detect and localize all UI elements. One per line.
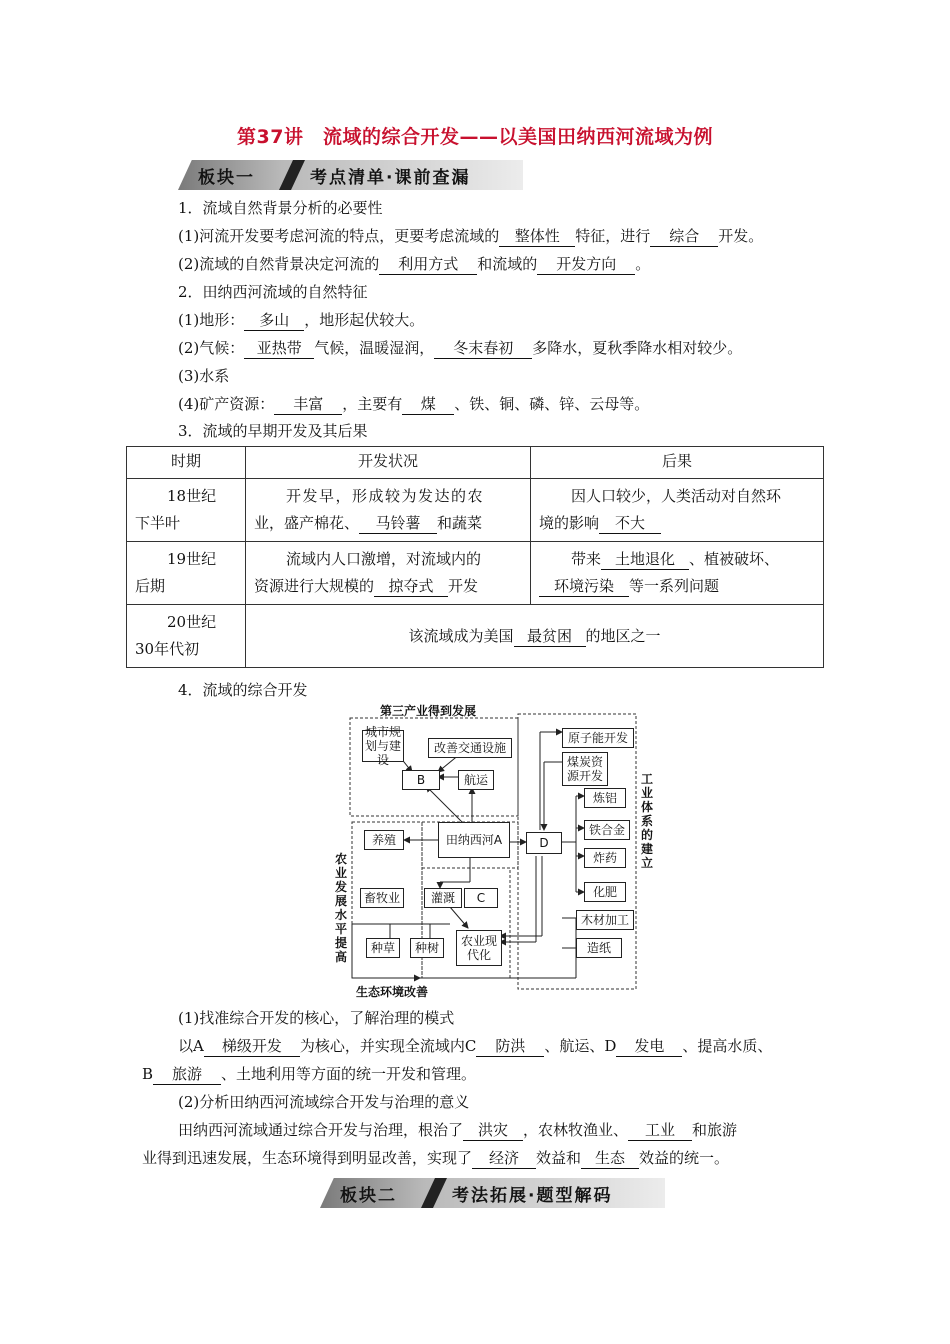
- banner-part2: 考法拓展·题型解码: [452, 1186, 613, 1206]
- s2-line3: (3)水系: [178, 367, 230, 385]
- text: 该流域成为美国: [408, 626, 514, 645]
- answer-blank: 最贫困: [514, 627, 586, 647]
- text: 开发早，形成较为发达的农: [286, 487, 485, 505]
- box-paper: 造纸: [576, 938, 622, 958]
- answer-blank: 梯级开发: [204, 1037, 300, 1057]
- text: 等一系列问题: [629, 577, 720, 595]
- answer-blank: 丰富: [274, 395, 342, 415]
- s4-para2: [178, 1035, 772, 1057]
- box-traffic: 改善交通设施: [428, 738, 512, 758]
- box-alloy: 铁合金: [584, 820, 630, 840]
- text: 田纳西河流域通过综合开发与治理，根治了: [178, 1121, 464, 1139]
- status-cell: [246, 479, 531, 542]
- text: 为核心，并实现全流域内C: [299, 1037, 477, 1055]
- s3-heading: 3．流域的早期开发及其后果: [178, 422, 368, 440]
- text: 特征，进行: [575, 227, 651, 245]
- box-c: C: [464, 888, 498, 908]
- s2-line1: [178, 309, 424, 331]
- box-al: 炼铝: [584, 788, 626, 808]
- text: 带来: [571, 550, 602, 568]
- header-cell: 后果: [531, 447, 824, 479]
- section-banner-1: [178, 160, 523, 190]
- text: 18世纪: [167, 487, 217, 505]
- page-title: 第37讲 流域的综合开发——以美国田纳西河流域为例: [237, 126, 713, 148]
- text: 、提高水质、: [682, 1037, 773, 1055]
- text: 境的影响: [539, 514, 600, 532]
- text: 业得到迅速发展，生态环境得到明显改善，实现了: [142, 1149, 473, 1167]
- answer-blank: 土地退化: [601, 550, 689, 570]
- text: 开发。: [718, 227, 764, 245]
- answer-blank: 开发方向: [537, 255, 635, 275]
- s4-para3: [142, 1063, 476, 1085]
- box-agri: 农业现代化: [456, 930, 502, 966]
- answer-blank: 整体性: [499, 227, 575, 247]
- left-label: 农业发展水平提高: [334, 852, 347, 964]
- result-cell: [531, 542, 824, 605]
- text: 、铁、铜、磷、锌、云母等。: [454, 395, 650, 413]
- answer-blank: 工业: [628, 1121, 692, 1141]
- box-fert: 化肥: [584, 882, 626, 902]
- answer-blank: 不大: [599, 514, 661, 534]
- right-label: 工业体系的建立: [640, 772, 653, 870]
- top-label: 第三产业得到发展: [380, 704, 477, 718]
- text: 效益的统一。: [639, 1149, 730, 1167]
- text: (2)气候：: [178, 339, 245, 357]
- text: 以A: [178, 1037, 204, 1055]
- answer-blank: 经济: [472, 1149, 536, 1169]
- early-development-table: [126, 446, 824, 668]
- s4-para6: [142, 1147, 729, 1169]
- box-city: 城市规划与建设: [362, 730, 404, 762]
- text: ，农林牧渔业、: [523, 1121, 629, 1139]
- text: 、植被破坏、: [689, 550, 780, 568]
- bottom-label: 生态环境改善: [356, 985, 429, 999]
- text: B: [142, 1065, 154, 1083]
- s4-para5: [178, 1119, 737, 1141]
- text: 业，盛产棉花、: [254, 514, 360, 532]
- banner-part1: 板块一: [198, 168, 255, 188]
- box-livestock: 畜牧业: [360, 888, 404, 908]
- header-cell: 时期: [127, 447, 246, 479]
- s2-line4: [178, 393, 649, 415]
- s2-heading: 2．田纳西河流域的自然特征: [178, 283, 368, 301]
- text: 20世纪: [167, 613, 217, 631]
- table-row: [127, 479, 824, 542]
- answer-blank: 旅游: [153, 1065, 221, 1085]
- text: (1)河流开发要考虑河流的特点，更要考虑流域的: [178, 227, 500, 245]
- text: ，主要有: [342, 395, 403, 413]
- s4-para4: (2)分析田纳西河流域综合开发与治理的意义: [178, 1093, 470, 1111]
- text: 和旅游: [692, 1121, 738, 1139]
- box-nuclear: 原子能开发: [562, 728, 634, 748]
- answer-blank: 利用方式: [379, 255, 477, 275]
- text: 和蔬菜: [437, 514, 483, 532]
- box-grass: 种草: [366, 938, 400, 958]
- text: 、土地利用等方面的统一开发和管理。: [221, 1065, 477, 1083]
- answer-blank: 多山: [244, 311, 304, 331]
- header-cell: 开发状况: [246, 447, 531, 479]
- answer-blank: 防洪: [476, 1037, 544, 1057]
- status-cell: [246, 542, 531, 605]
- text: 多降水，夏秋季降水相对较少。: [532, 339, 743, 357]
- text: 因人口较少，人类活动对自然环: [571, 487, 782, 505]
- result-cell: [531, 479, 824, 542]
- box-explosive: 炸药: [584, 848, 626, 868]
- text: 后期: [135, 577, 166, 595]
- text: 流域内人口激增，对流域内的: [286, 550, 482, 568]
- banner-part1: 板块二: [340, 1186, 397, 1206]
- text: 下半叶: [135, 514, 181, 532]
- box-breed: 养殖: [364, 830, 404, 850]
- box-coal: 煤炭资源开发: [562, 752, 608, 786]
- text: (1)地形：: [178, 311, 245, 329]
- text: (2)流域的自然背景决定河流的: [178, 255, 380, 273]
- text: 。: [635, 255, 651, 273]
- s4-heading: 4．流域的综合开发: [178, 681, 308, 699]
- answer-blank: 马铃薯: [359, 514, 437, 534]
- text: 气候，温暖湿润，: [314, 339, 435, 357]
- banner-part2: 考点清单·课前查漏: [310, 168, 471, 188]
- text: 和流域的: [477, 255, 538, 273]
- box-center: 田纳西河A: [438, 822, 510, 858]
- development-diagram: [330, 702, 660, 997]
- s1-line1: [178, 225, 763, 247]
- s1-heading: 1．流域自然背景分析的必要性: [178, 199, 383, 217]
- answer-blank: 掠夺式: [374, 577, 448, 597]
- answer-blank: 发电: [616, 1037, 682, 1057]
- box-irrig: 灌溉: [424, 888, 462, 908]
- section-banner-2: [320, 1178, 665, 1208]
- answer-blank: 综合: [650, 227, 718, 247]
- box-b: B: [402, 770, 440, 790]
- text: 30年代初: [135, 640, 200, 658]
- s4-para1: (1)找准综合开发的核心，了解治理的模式: [178, 1009, 455, 1027]
- answer-blank: 煤: [402, 395, 454, 415]
- answer-blank: 环境污染: [539, 577, 629, 597]
- text: ，地形起伏较大。: [304, 311, 425, 329]
- text: 、航运、D: [544, 1037, 617, 1055]
- box-wood: 木材加工: [576, 910, 634, 930]
- table-row: [127, 605, 824, 668]
- table-row: [127, 542, 824, 605]
- box-d: D: [526, 832, 562, 854]
- s1-line2: [178, 253, 650, 275]
- text: 开发: [448, 577, 479, 595]
- text: 19世纪: [167, 550, 217, 568]
- text: (4)矿产资源：: [178, 395, 275, 413]
- answer-blank: 冬末春初: [434, 339, 532, 359]
- s2-line2: [178, 337, 742, 359]
- period-cell: [127, 605, 246, 668]
- text: 的地区之一: [585, 626, 661, 645]
- period-cell: [127, 479, 246, 542]
- answer-blank: 生态: [581, 1149, 639, 1169]
- box-shipping: 航运: [458, 770, 494, 790]
- text: 效益和: [536, 1149, 582, 1167]
- period-cell: [127, 542, 246, 605]
- table-header-row: [127, 447, 824, 479]
- status-result-cell: [246, 605, 824, 668]
- text: 资源进行大规模的: [254, 577, 375, 595]
- box-tree: 种树: [410, 938, 444, 958]
- answer-blank: 亚热带: [244, 339, 314, 359]
- answer-blank: 洪灾: [463, 1121, 523, 1141]
